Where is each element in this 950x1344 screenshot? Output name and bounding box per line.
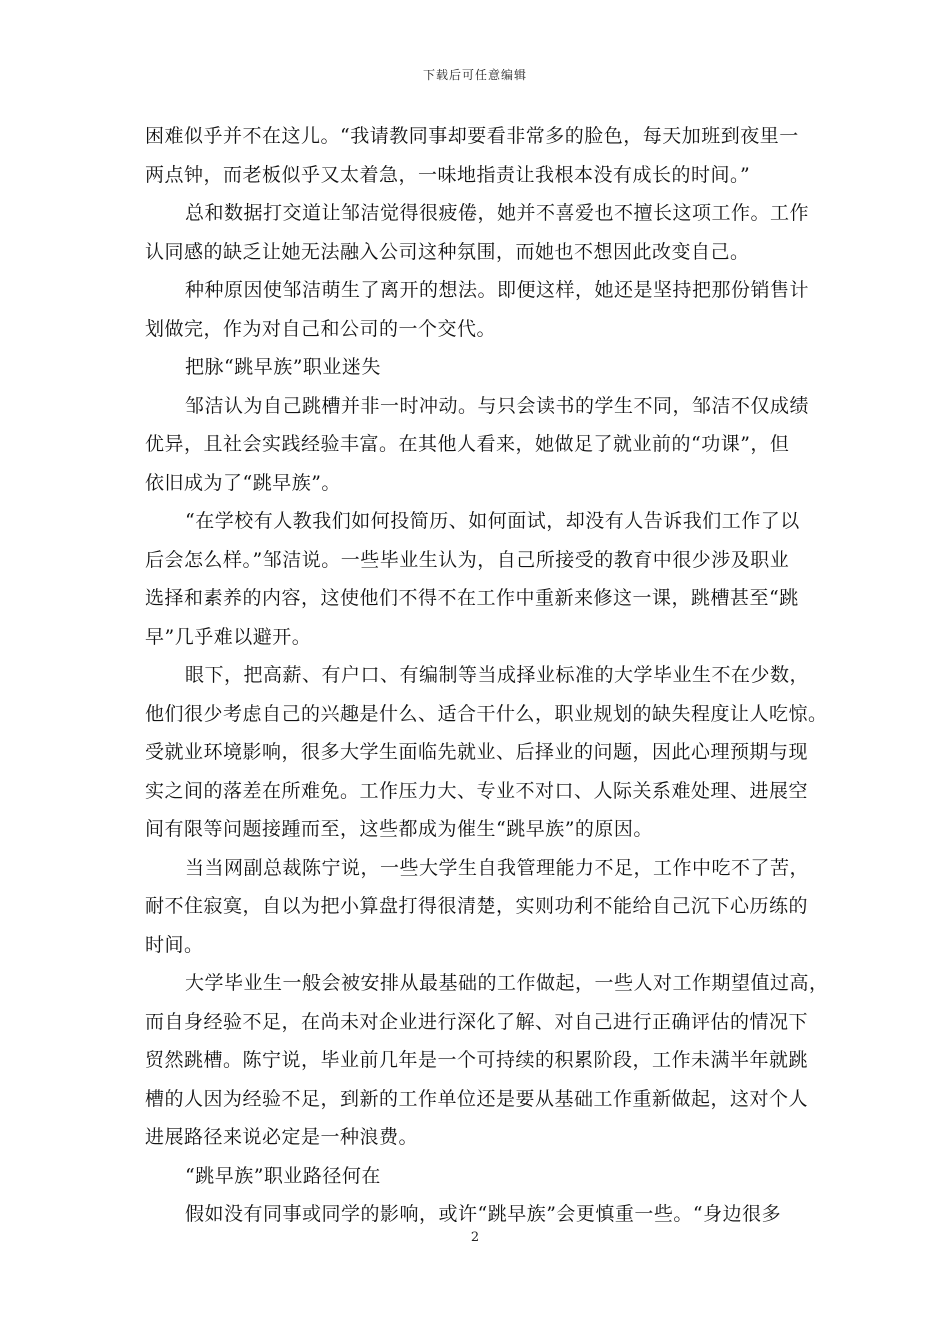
text-line: 选择和素养的内容，这使他们不得不在工作中重新来修这一课，跳槽甚至“跳 <box>145 587 799 609</box>
text-line: 邹洁认为自己跳槽并非一时冲动。与只会读书的学生不同，邹洁不仅成绩 <box>185 394 810 417</box>
text-line: 间有限等问题接踵而至，这些都成为催生“跳早族”的原因。 <box>145 818 653 840</box>
text-line: 大学毕业生一般会被安排从最基础的工作做起，一些人对工作期望值过高， <box>185 972 829 994</box>
text-line: 他们很少考虑自己的兴趣是什么、适合干什么，职业规划的缺失程度让人吃惊。 <box>145 702 828 725</box>
text-line: 早”几乎难以避开。 <box>145 625 312 648</box>
text-line: 贸然跳槽。陈宁说，毕业前几年是一个可持续的积累阶段，工作未满半年就跳 <box>145 1049 809 1071</box>
text-line: 受就业环境影响，很多大学生面临先就业、后择业的问题，因此心理预期与现 <box>145 741 809 763</box>
text-line: 槽的人因为经验不足，到新的工作单位还是要从基础工作重新做起，这对个人 <box>145 1087 809 1110</box>
text-line: 把脉“跳早族”职业迷失 <box>185 356 381 378</box>
text-line: 认同感的缺乏让她无法融入公司这种氛围，而她也不想因此改变自己。 <box>145 240 750 263</box>
text-line: 后会怎么样。”邹洁说。一些毕业生认为，自己所接受的教育中很少涉及职业 <box>145 548 790 571</box>
text-line: 进展路径来说必定是一种浪费。 <box>145 1126 419 1148</box>
text-line: “跳早族”职业路径何在 <box>185 1164 381 1187</box>
page-number: 2 <box>470 1230 480 1245</box>
text-line: 当当网副总裁陈宁说，一些大学生自我管理能力不足，工作中吃不了苦， <box>185 856 810 879</box>
text-line: 时间。 <box>145 933 204 956</box>
text-line: 划做完，作为对自己和公司的一个交代。 <box>145 317 497 340</box>
text-line: 耐不住寂寞，自以为把小算盘打得很清楚，实则功利不能给自己沉下心历练的 <box>145 895 809 917</box>
body-text <box>145 117 829 1234</box>
text-line: 假如没有同事或同学的影响，或许“跳早族”会更慎重一些。“身边很多 <box>185 1203 782 1225</box>
text-line: “在学校有人教我们如何投简历、如何面试，却没有人告诉我们工作了以 <box>185 510 800 532</box>
text-line: 而自身经验不足，在尚未对企业进行深化了解、对自己进行正确评估的情况下 <box>145 1010 809 1033</box>
text-line: 总和数据打交道让邹洁觉得很疲倦，她并不喜爱也不擅长这项工作。工作 <box>185 202 810 224</box>
text-line: 实之间的落差在所难免。工作压力大、专业不对口、人际关系难处理、进展空 <box>145 779 809 802</box>
text-line: 优异，且社会实践经验丰富。在其他人看来，她做足了就业前的“功课”，但 <box>145 433 790 455</box>
text-line: 困难似乎并不在这儿。“我请教同事却要看非常多的脸色，每天加班到夜里一 <box>145 125 799 147</box>
text-line: 眼下，把高薪、有户口、有编制等当成择业标准的大学毕业生不在少数， <box>185 664 810 686</box>
page-header: 下载后可任意编辑 <box>422 68 527 82</box>
text-line: 依旧成为了“跳早族”。 <box>145 471 341 494</box>
text-line: 两点钟，而老板似乎又太着急，一味地指责让我根本没有成长的时间。” <box>145 163 751 186</box>
text-line: 种种原因使邹洁萌生了离开的想法。即便这样，她还是坚持把那份销售计 <box>185 279 810 301</box>
